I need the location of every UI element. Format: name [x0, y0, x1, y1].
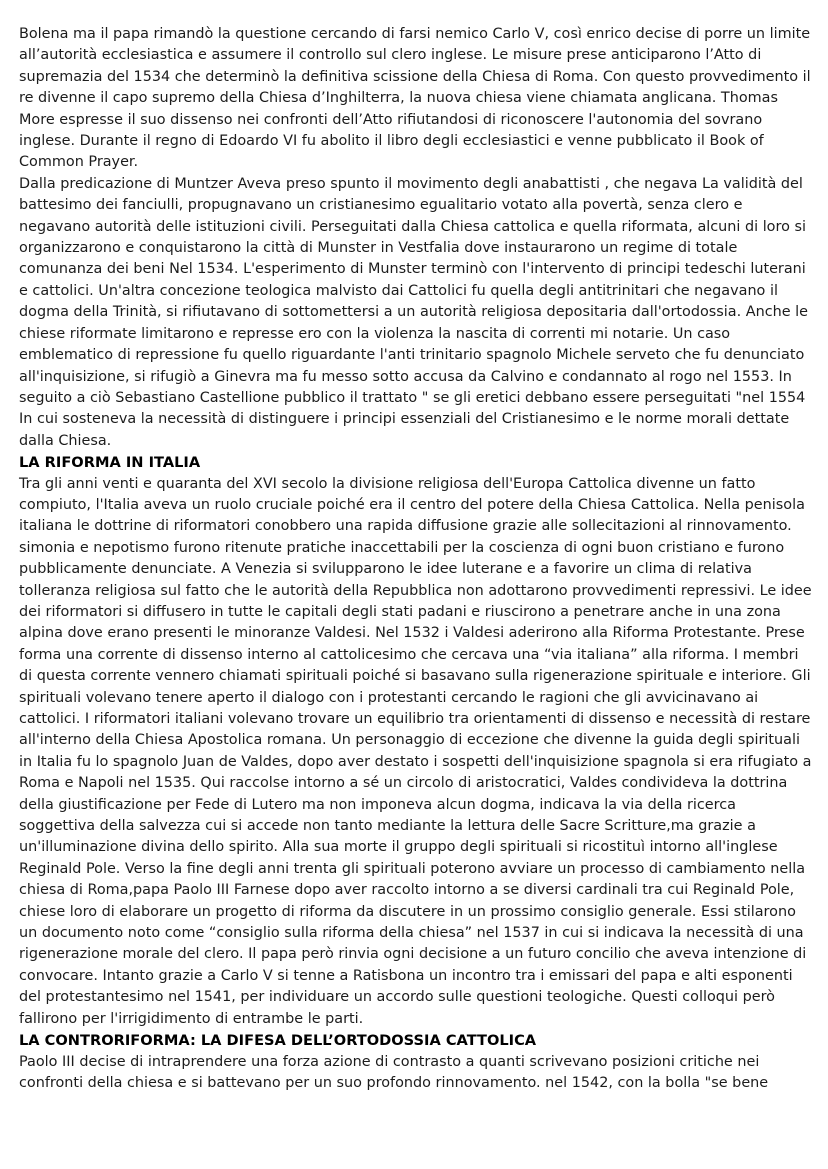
section-heading-controriforma: LA CONTRORIFORMA: LA DIFESA DELL’ORTODOSSIA CATTOLICA	[19, 1032, 537, 1050]
section-heading-riforma-italia: LA RIFORMA IN ITALIA	[19, 454, 201, 472]
paragraph-controriforma: Paolo III decise di intraprendere una forza azione di contrasto a quanti scrivevano posizioni critiche nei confronti della chiesa e si battevano per un suo profondo rinnovamento. nel 1542, con la bolla "se bene	[19, 1053, 769, 1091]
paragraph-riforma-italia: Tra gli anni venti e quaranta del XVI secolo la divisione religiosa dell'Europa Cattolica divenne un fatto compiuto, l'Italia aveva un ruolo cruciale poiché era il centro del potere della Chiesa Cattolica. Nella penisola italiana le dottrine di riformatori conobbero una rapida diffusione grazie alle sollecitazioni al rinnovamento. simonia e nepotismo furono ritenute pratiche inaccettabili per la coscienza di ogni buon cristiano e furono pubblicamente denunciate. A Venezia si svilupparono le idee luterane e a favorire un clima di relativa tolleranza religiosa sul fatto che le autorità della Repubblica non adottarono provvedimenti repressivi. Le idee dei riformatori si diffusero in tutte le capitali degli stati padani e riuscirono a penetrare anche in una zona alpina dove erano presenti le minoranze Valdesi. Nel 1532 i Valdesi aderirono alla Riforma Protestante. Prese forma una corrente di dissenso interno al cattolicesimo che cercava una “via italiana” alla riforma. I membri di questa corrente vennero chiamati spirituali poiché si basavano sulla rigenerazione spirituale e interiore. Gli spirituali volevano tenere aperto il dialogo con i protestanti cercando le ragioni che gli avvicinavano ai cattolici. I riformatori italiani volevano trovare un equilibrio tra orientamenti di dissenso e necessità di restare all'interno della Chiesa Apostolica romana. Un personaggio di eccezione che divenne la guida degli spirituali in Italia fu lo spagnolo Juan de Valdes, dopo aver destato i sospetti dell'inquisizione spagnola si era rifugiato a Roma e Napoli nel 1535. Qui raccolse intorno a sé un circolo di aristocratici, Valdes condivideva la dottrina della giustificazione per Fede di Lutero ma non imponeva alcun dogma, indicava la via della ricerca soggettiva della salvezza cui si accede non tanto mediante la lettura delle Sacre Scritture,ma grazie a un'illuminazione divina dello spirito. Alla sua morte il gruppo degli spirituali si ricostituì intorno all'inglese Reginald Pole. Verso la fine degli anni trenta gli spirituali poterono avviare un processo di cambiamento nella chiesa di Roma,papa Paolo III Farnese dopo aver raccolto intorno a se diversi cardinali tra cui Reginald Pole, chiese loro di elaborare un progetto di riforma da discutere in un prossimo consiglio generale. Essi stilarono un documento noto come “consiglio sulla riforma della chiesa” nel 1537 in cui si indicava la necessità di una rigenerazione morale del clero. Il papa però rinvia ogni decisione a un futuro concilio che aveva intenzione di convocare. Intanto grazie a Carlo V si tenne a Ratisbona un incontro tra i emissari del papa e alti esponenti del protestantesimo nel 1541, per individuare un accordo sulle questioni teologiche. Questi colloqui però fallirono per l'irrigidimento di entrambe le parti.	[19, 475, 812, 1027]
paragraph-anglican-church: Bolena ma il papa rimandò la questione cercando di farsi nemico Carlo V, così enrico decise di porre un limite all’autorità ecclesiastica e assumere il controllo sul clero inglese. Le misure prese anticiparono l’Atto di supremazia del 1534 che determinò la definitiva scissione della Chiesa di Roma. Con questo provvedimento il re divenne il capo supremo della Chiesa d’Inghilterra, la nuova chiesa viene chiamata anglicana. Thomas More espresse il suo dissenso nei confronti dell’Atto rifiutandosi di riconoscere l'autonomia del sovrano inglese. Durante il regno di Edoardo VI fu abolito il libro degli ecclesiastici e venne pubblicato il Book of Common Prayer.	[19, 26, 811, 171]
paragraph-anabaptists: Dalla predicazione di Muntzer Aveva preso spunto il movimento degli anabattisti , che negava La validità del battesimo dei fanciulli, propugnavano un cristianesimo egualitario votato alla povertà, senza clero e negavano autorità delle istituzioni civili. Perseguitati dalla Chiesa cattolica e quella riformata, alcuni di loro si organizzarono e conquistarono la città di Munster in Vestfalia dove instaurarono un regime di totale comunanza dei beni Nel 1534. L'esperimento di Munster terminò con l'intervento di principi tedeschi luterani e cattolici. Un'altra concezione teologica malvisto dai Cattolici fu quella degli antitrinitari che negavano il dogma della Trinità, si rifiutavano di sottomettersi a un autorità religiosa depositaria dall'ortodossia. Anche le chiese riformate limitarono e represse ero con la violenza la nascita di correnti mi notarie. Un caso emblematico di repressione fu quello riguardante l'anti trinitario spagnolo Michele serveto che fu denunciato all'inquisizione, si rifugiò a Ginevra ma fu messo sotto accusa da Calvino e condannato al rogo nel 1553. In seguito a ciò Sebastiano Castellione pubblico il trattato " se gli eretici debbano essere perseguitati "nel 1554 In cui sosteneva la necessità di distinguere i principi essenziali del Cristianesimo e le norme morali dettate dalla Chiesa.	[19, 175, 809, 449]
document-page	[19, 24, 814, 1094]
